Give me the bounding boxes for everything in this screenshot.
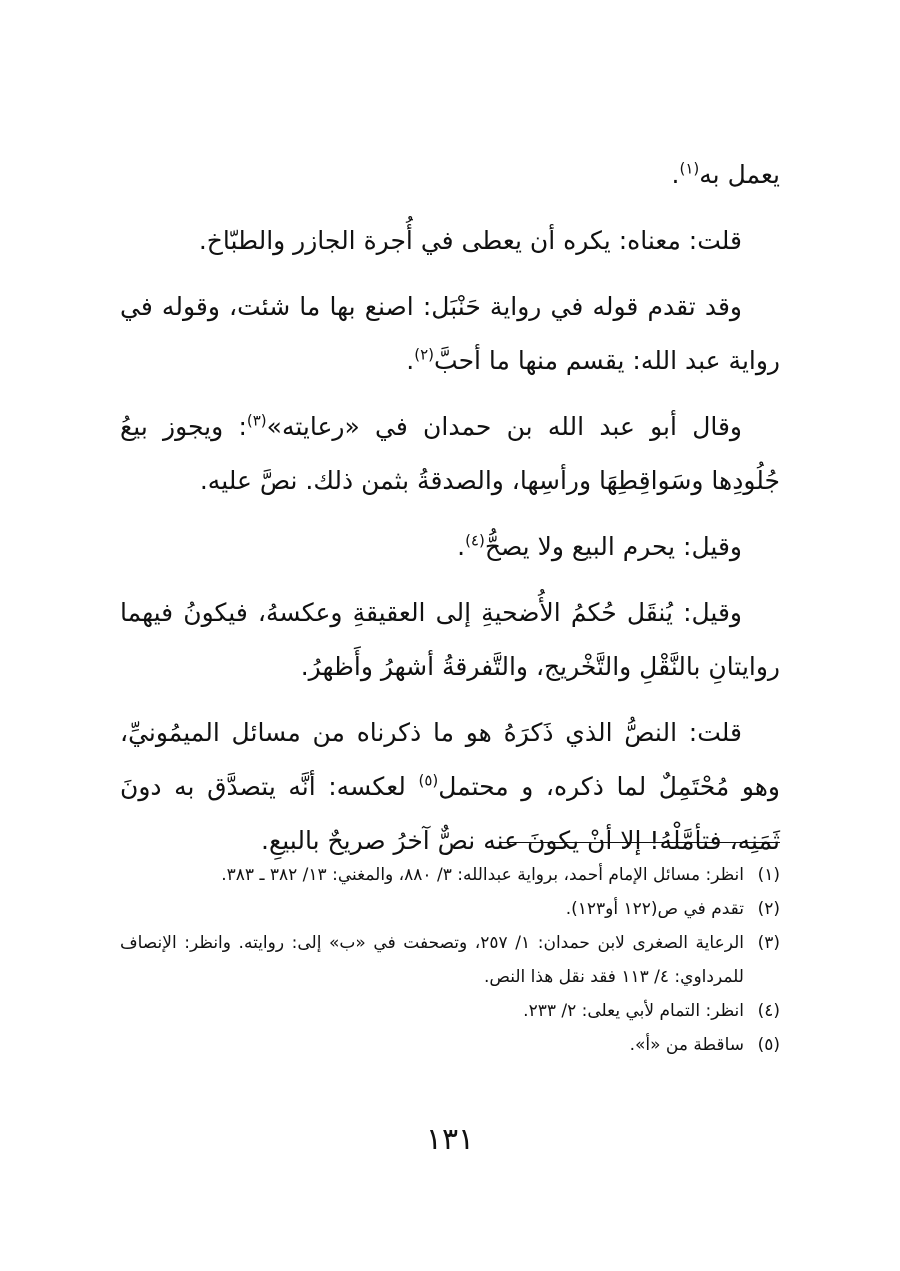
footnote-text: ساقطة من «أ». bbox=[629, 1035, 744, 1055]
page-number: ١٣١ bbox=[425, 1122, 475, 1157]
text-segment: قلت: معناه: يكره أن يعطى في أُجرة الجازر والطبّاخ. bbox=[198, 226, 742, 255]
text-segment: وقيل: يحرم البيع ولا يصحُّ bbox=[484, 532, 742, 561]
footnote-4 bbox=[120, 994, 780, 1028]
footnote-1 bbox=[120, 858, 780, 892]
text-segment: لعكسه: أنَّه يتصدَّق به دونَ ثَمَنِه، فتأمَّلْهُ! إلا أنْ يكونَ عنه نصٌّ آخرُ صريحٌ بالبيعِ. bbox=[120, 772, 780, 855]
text-segment: قلت: النصُّ الذي ذَكرَهُ هو ما ذكرناه من مسائل الميمُونيِّ، وهو مُحْتَمِلٌ لما ذكره، و محتمل bbox=[120, 718, 780, 801]
footnote-3 bbox=[120, 926, 780, 994]
footnote-ref-1: (١) bbox=[679, 159, 700, 178]
text-segment: وقد تقدم قوله في رواية حَنْبَل: اصنع بها ما شئت، وقوله في رواية عبد الله: يقسم منها ما أحبَّ bbox=[120, 292, 780, 375]
footnote-separator bbox=[500, 842, 780, 843]
text-segment: يعمل به bbox=[699, 160, 780, 189]
footnote-number: (٤) bbox=[757, 1001, 780, 1021]
footnote-text: انظر: التمام لأبي يعلى: ٢/ ٢٣٣. bbox=[523, 1001, 744, 1021]
footnote-text: انظر: مسائل الإمام أحمد، برواية عبدالله: ٣/ ٨٨٠، والمغني: ١٣/ ٣٨٢ ـ ٣٨٣. bbox=[221, 865, 744, 885]
text-segment: . bbox=[406, 346, 415, 375]
footnote-ref-2: (٢) bbox=[414, 345, 435, 364]
text-segment: . bbox=[457, 532, 466, 561]
footnote-text: الرعاية الصغرى لابن حمدان: ١/ ٢٥٧، وتصحفت في «ب» إلى: روايته. وانظر: الإنصاف للمرداوي: ٤/ ١١٣ فقد نقل هذا النص. bbox=[120, 933, 744, 987]
footnote-number: (٢) bbox=[757, 899, 780, 919]
text-segment: . bbox=[671, 160, 680, 189]
paragraph-6 bbox=[120, 586, 780, 694]
paragraph-7 bbox=[120, 706, 780, 868]
footnote-2 bbox=[120, 892, 780, 926]
footnote-number: (١) bbox=[757, 865, 780, 885]
footnote-ref-4: (٤) bbox=[465, 531, 485, 550]
footnote-ref-3: (٣) bbox=[246, 411, 267, 430]
text-segment: وقال أبو عبد الله بن حمدان في «رعايته» bbox=[266, 412, 743, 441]
footnote-number: (٣) bbox=[757, 933, 780, 953]
footnote-5 bbox=[120, 1028, 780, 1062]
paragraph-2 bbox=[120, 214, 780, 268]
footnote-text: تقدم في ص(١٢٢ أو١٢٣). bbox=[565, 899, 744, 919]
footnotes bbox=[120, 858, 780, 1062]
paragraph-1 bbox=[120, 148, 780, 202]
text-segment: : ويجوز بيعُ جُلُودِها وسَواقِطِهَا ورأسِها، والصدقةُ بثمن ذلك. نصَّ عليه. bbox=[120, 412, 780, 495]
text-segment: وقيل: يُنقَل حُكمُ الأُضحيةِ إلى العقيقةِ وعكسهُ، فيكونُ فيهما روايتانِ بالنَّقْلِ والتَّخْريج، والتَّفرقةُ أشهرُ وأَظهرُ. bbox=[120, 598, 780, 681]
footnote-ref-5: (٥) bbox=[418, 771, 439, 790]
main-text bbox=[120, 148, 780, 880]
paragraph-4 bbox=[120, 400, 780, 508]
paragraph-5 bbox=[120, 520, 780, 574]
footnote-number: (٥) bbox=[757, 1035, 780, 1055]
paragraph-3 bbox=[120, 280, 780, 388]
